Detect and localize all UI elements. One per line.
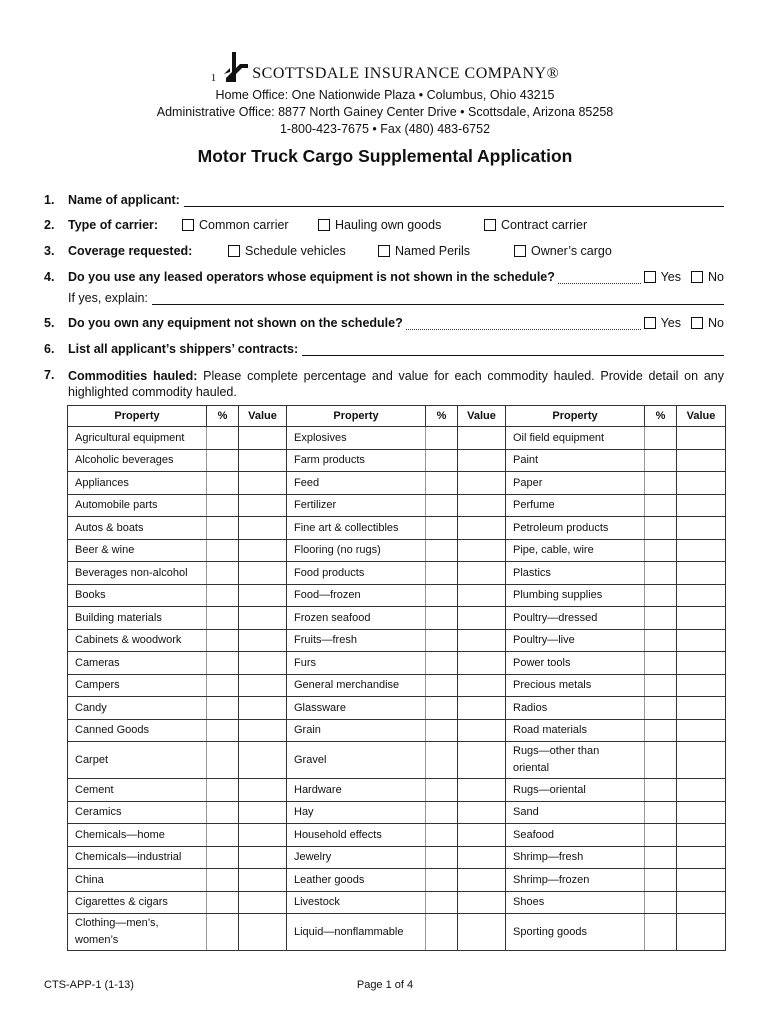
value-cell[interactable] [239,869,287,892]
commodity-name: Glassware [287,697,426,720]
dot-leader [558,272,641,284]
column-header: Property [287,406,426,427]
table-row [68,427,726,450]
value-cell[interactable] [239,742,287,779]
percent-cell[interactable] [207,607,239,630]
question-label: Name of applicant: [68,193,180,207]
percent-cell[interactable] [426,697,458,720]
percent-cell[interactable] [426,719,458,742]
commodity-name: Fruits—fresh [287,629,426,652]
table-row [68,779,726,802]
percent-cell[interactable] [207,494,239,517]
commodity-name: Sand [506,801,645,824]
commodity-name: Poultry—dressed [506,607,645,630]
commodity-name: Food—frozen [287,584,426,607]
value-cell[interactable] [458,629,506,652]
table-row [68,869,726,892]
question-4 [44,270,724,284]
question-number: 5. [44,316,55,330]
value-cell[interactable] [239,517,287,540]
commodity-name: Cigarettes & cigars [68,891,207,914]
table-row [68,539,726,562]
value-cell[interactable] [677,607,726,630]
value-cell[interactable] [458,697,506,720]
commodity-name: Jewelry [287,846,426,869]
checkbox[interactable] [378,245,390,257]
percent-cell[interactable] [426,584,458,607]
percent-cell[interactable] [645,846,677,869]
column-header: Value [239,406,287,427]
value-cell[interactable] [458,562,506,585]
value-cell[interactable] [677,742,726,779]
value-cell[interactable] [677,629,726,652]
table-row [68,891,726,914]
percent-cell[interactable] [207,719,239,742]
value-cell[interactable] [677,674,726,697]
table-row [68,742,726,779]
commodity-name: Autos & boats [68,517,207,540]
commodity-name: Chemicals—home [68,824,207,847]
question-number: 3. [44,244,55,258]
percent-cell[interactable] [426,652,458,675]
commodity-name: Leather goods [287,869,426,892]
percent-cell[interactable] [426,494,458,517]
question-text: Please complete percentage and value for each commodity hauled. Provide detail on any highlighted commodity hauled. [68,369,724,399]
value-cell[interactable] [239,719,287,742]
percent-cell[interactable] [207,629,239,652]
commodity-name: Power tools [506,652,645,675]
checkbox[interactable] [318,219,330,231]
value-cell[interactable] [677,719,726,742]
question-number: 4. [44,270,55,284]
percent-cell[interactable] [426,779,458,802]
table-header-row [68,406,726,427]
letterhead [0,44,770,138]
question-4-explain [68,291,724,305]
value-cell[interactable] [677,472,726,495]
option-yes[interactable]: Yes [644,316,681,330]
commodity-name: Rugs—oriental [506,779,645,802]
commodity-name: Campers [68,674,207,697]
commodity-name: Cement [68,779,207,802]
commodity-name: Cabinets & woodwork [68,629,207,652]
value-cell[interactable] [458,719,506,742]
percent-cell[interactable] [207,539,239,562]
percent-cell[interactable] [207,562,239,585]
column-header: Value [677,406,726,427]
percent-cell[interactable] [426,674,458,697]
value-cell[interactable] [458,674,506,697]
value-cell[interactable] [458,846,506,869]
value-cell[interactable] [677,801,726,824]
checkbox[interactable] [644,271,656,283]
commodity-name: Road materials [506,719,645,742]
value-cell[interactable] [458,449,506,472]
table-row [68,472,726,495]
value-cell[interactable] [239,801,287,824]
value-cell[interactable] [458,584,506,607]
commodity-name: Furs [287,652,426,675]
value-cell[interactable] [677,517,726,540]
commodity-name: Candy [68,697,207,720]
option-named-perils[interactable]: Named Perils [378,244,514,258]
value-cell[interactable] [239,891,287,914]
commodity-name: Appliances [68,472,207,495]
value-cell[interactable] [458,652,506,675]
question-label: Do you own any equipment not shown on the schedule? [68,316,403,330]
question-number: 2. [44,218,55,232]
commodity-name: Fertilizer [287,494,426,517]
value-cell[interactable] [677,427,726,450]
commodity-name: Pipe, cable, wire [506,539,645,562]
commodity-name: Beer & wine [68,539,207,562]
commodity-name: General merchandise [287,674,426,697]
question-1 [44,193,724,207]
value-cell[interactable] [458,494,506,517]
option-yes[interactable]: Yes [644,270,681,284]
commodity-name: Canned Goods [68,719,207,742]
commodity-name: Automobile parts [68,494,207,517]
percent-cell[interactable] [207,801,239,824]
column-header: Property [506,406,645,427]
percent-cell[interactable] [426,869,458,892]
percent-cell[interactable] [207,427,239,450]
commodity-name: Frozen seafood [287,607,426,630]
phone-fax: 1-800-423-7675 • Fax (480) 483-6752 [279,122,491,136]
value-cell[interactable] [239,607,287,630]
column-header: % [426,406,458,427]
commodity-name: Gravel [287,742,426,779]
question-2 [44,218,724,232]
table-row [68,629,726,652]
option-schedule-vehicles[interactable]: Schedule vehicles [228,244,378,258]
form-id: CTS-APP-1 (1-13) [44,979,134,991]
option-no[interactable]: No [691,316,724,330]
applicant-name-field[interactable] [184,194,724,207]
column-header: Property [68,406,207,427]
percent-cell[interactable] [426,472,458,495]
commodity-name: Paint [506,449,645,472]
table-row [68,584,726,607]
percent-cell[interactable] [426,539,458,562]
percent-cell[interactable] [207,472,239,495]
commodity-name: Clothing—men’s, women’s [68,914,207,951]
checkbox[interactable] [484,219,496,231]
value-cell[interactable] [239,427,287,450]
percent-cell[interactable] [645,472,677,495]
question-7 [44,368,724,400]
question-label: Commodities hauled: [68,369,198,383]
percent-cell[interactable] [426,742,458,779]
commodity-name: China [68,869,207,892]
percent-cell[interactable] [645,869,677,892]
value-cell[interactable] [677,779,726,802]
company-logo [0,44,770,84]
column-header: % [645,406,677,427]
value-cell[interactable] [677,449,726,472]
value-cell[interactable] [239,472,287,495]
option-contract-carrier[interactable]: Contract carrier [484,218,587,232]
checkbox[interactable] [514,245,526,257]
table-row [68,494,726,517]
commodity-name: Livestock [287,891,426,914]
percent-cell[interactable] [645,697,677,720]
value-cell[interactable] [458,742,506,779]
question-number: 6. [44,342,55,356]
table-row [68,517,726,540]
commodity-name: Shrimp—frozen [506,869,645,892]
checkbox[interactable] [182,219,194,231]
value-cell[interactable] [677,824,726,847]
table-row [68,674,726,697]
commodity-name: Hardware [287,779,426,802]
commodity-name: Household effects [287,824,426,847]
commodity-name: Books [68,584,207,607]
percent-cell[interactable] [645,719,677,742]
percent-cell[interactable] [645,584,677,607]
value-cell[interactable] [458,801,506,824]
value-cell[interactable] [239,539,287,562]
question-description [68,368,724,400]
percent-cell[interactable] [207,449,239,472]
percent-cell[interactable] [207,742,239,779]
column-header: % [207,406,239,427]
commodity-name: Chemicals—industrial [68,846,207,869]
admin-office-address: Administrative Office: 8877 North Gainey Center Drive • Scottsdale, Arizona 85258 [156,105,614,119]
commodity-name: Hay [287,801,426,824]
company-name: SCOTTSDALE INSURANCE COMPANY® [252,65,560,82]
commodity-name: Plastics [506,562,645,585]
percent-cell[interactable] [645,742,677,779]
table-row [68,449,726,472]
commodity-name: Liquid—nonflammable [287,914,426,951]
value-cell[interactable] [239,652,287,675]
percent-cell[interactable] [426,427,458,450]
value-cell[interactable] [677,539,726,562]
option-common-carrier[interactable]: Common carrier [182,218,318,232]
percent-cell[interactable] [645,914,677,951]
commodity-name: Petroleum products [506,517,645,540]
commodity-name: Oil field equipment [506,427,645,450]
percent-cell[interactable] [426,891,458,914]
percent-cell[interactable] [645,562,677,585]
value-cell[interactable] [239,846,287,869]
option-no[interactable]: No [691,270,724,284]
commodity-name: Agricultural equipment [68,427,207,450]
percent-cell[interactable] [426,607,458,630]
percent-cell[interactable] [645,891,677,914]
page-title: Motor Truck Cargo Supplemental Application [197,146,573,166]
commodity-name: Explosives [287,427,426,450]
percent-cell[interactable] [645,824,677,847]
question-label: Do you use any leased operators whose equipment is not shown in the schedule? [68,270,555,284]
value-cell[interactable] [458,539,506,562]
percent-cell[interactable] [645,652,677,675]
commodity-name: Plumbing supplies [506,584,645,607]
table-row [68,824,726,847]
commodity-name: Perfume [506,494,645,517]
percent-cell[interactable] [645,801,677,824]
commodity-name: Rugs—other than oriental [506,742,645,779]
percent-cell[interactable] [207,891,239,914]
percent-cell[interactable] [207,584,239,607]
commodity-name: Shrimp—fresh [506,846,645,869]
percent-cell[interactable] [207,779,239,802]
percent-cell[interactable] [207,674,239,697]
shippers-contracts-field[interactable] [302,343,724,356]
table-row [68,562,726,585]
value-cell[interactable] [458,914,506,951]
percent-cell[interactable] [207,914,239,951]
table-row [68,652,726,675]
commodity-name: Beverages non-alcohol [68,562,207,585]
value-cell[interactable] [677,584,726,607]
value-cell[interactable] [677,562,726,585]
commodity-name: Seafood [506,824,645,847]
question-label: Coverage requested: [68,244,193,258]
percent-cell[interactable] [426,562,458,585]
percent-cell[interactable] [207,697,239,720]
logo-number: 1 [210,72,217,84]
commodity-name: Food products [287,562,426,585]
dot-leader [406,318,641,330]
commodity-name: Fine art & collectibles [287,517,426,540]
table-row [68,719,726,742]
percent-cell[interactable] [426,824,458,847]
question-6 [44,342,724,356]
table-row [68,846,726,869]
value-cell[interactable] [239,697,287,720]
value-cell[interactable] [458,472,506,495]
percent-cell[interactable] [426,801,458,824]
value-cell[interactable] [239,629,287,652]
percent-cell[interactable] [645,607,677,630]
page-number: Page 1 of 4 [356,979,414,991]
option-hauling-own-goods[interactable]: Hauling own goods [318,218,484,232]
explain-field[interactable] [152,292,724,305]
table-row [68,607,726,630]
question-3 [44,244,724,258]
value-cell[interactable] [677,914,726,951]
commodity-name: Carpet [68,742,207,779]
table-row [68,801,726,824]
value-cell[interactable] [677,891,726,914]
commodity-name: Alcoholic beverages [68,449,207,472]
value-cell[interactable] [239,562,287,585]
percent-cell[interactable] [426,914,458,951]
commodity-name: Radios [506,697,645,720]
checkbox[interactable] [644,317,656,329]
percent-cell[interactable] [426,517,458,540]
column-header: Value [458,406,506,427]
value-cell[interactable] [458,517,506,540]
checkbox[interactable] [691,271,703,283]
question-number: 7. [44,368,55,382]
percent-cell[interactable] [645,427,677,450]
value-cell[interactable] [677,869,726,892]
value-cell[interactable] [458,779,506,802]
commodity-name: Precious metals [506,674,645,697]
percent-cell[interactable] [207,517,239,540]
checkbox[interactable] [228,245,240,257]
commodity-name: Sporting goods [506,914,645,951]
question-number: 1. [44,193,55,207]
percent-cell[interactable] [426,846,458,869]
value-cell[interactable] [458,607,506,630]
percent-cell[interactable] [207,652,239,675]
percent-cell[interactable] [645,539,677,562]
question-label: List all applicant’s shippers’ contracts: [68,342,299,356]
question-label: Type of carrier: [68,218,159,232]
percent-cell[interactable] [645,674,677,697]
value-cell[interactable] [239,449,287,472]
commodity-name: Shoes [506,891,645,914]
explain-label: If yes, explain: [68,291,148,305]
value-cell[interactable] [458,427,506,450]
value-cell[interactable] [677,697,726,720]
scottsdale-logo-icon [222,50,248,84]
percent-cell[interactable] [645,449,677,472]
value-cell[interactable] [458,869,506,892]
value-cell[interactable] [239,584,287,607]
commodity-name: Building materials [68,607,207,630]
commodity-name: Ceramics [68,801,207,824]
commodity-name: Cameras [68,652,207,675]
value-cell[interactable] [677,846,726,869]
percent-cell[interactable] [645,629,677,652]
value-cell[interactable] [458,891,506,914]
commodity-name: Feed [287,472,426,495]
value-cell[interactable] [239,674,287,697]
percent-cell[interactable] [207,869,239,892]
commodity-name: Paper [506,472,645,495]
value-cell[interactable] [239,914,287,951]
percent-cell[interactable] [207,824,239,847]
percent-cell[interactable] [207,846,239,869]
percent-cell[interactable] [426,449,458,472]
percent-cell[interactable] [426,629,458,652]
commodities-table [67,405,726,951]
value-cell[interactable] [677,652,726,675]
question-5 [44,316,724,330]
commodity-name: Farm products [287,449,426,472]
percent-cell[interactable] [645,494,677,517]
commodity-name: Grain [287,719,426,742]
option-owners-cargo[interactable]: Owner’s cargo [514,244,612,258]
checkbox[interactable] [691,317,703,329]
table-row [68,914,726,951]
value-cell[interactable] [239,494,287,517]
table-row [68,697,726,720]
percent-cell[interactable] [645,779,677,802]
value-cell[interactable] [239,824,287,847]
value-cell[interactable] [677,494,726,517]
home-office-address: Home Office: One Nationwide Plaza • Columbus, Ohio 43215 [215,88,555,102]
commodity-name: Poultry—live [506,629,645,652]
commodity-name: Flooring (no rugs) [287,539,426,562]
value-cell[interactable] [458,824,506,847]
percent-cell[interactable] [645,517,677,540]
value-cell[interactable] [239,779,287,802]
